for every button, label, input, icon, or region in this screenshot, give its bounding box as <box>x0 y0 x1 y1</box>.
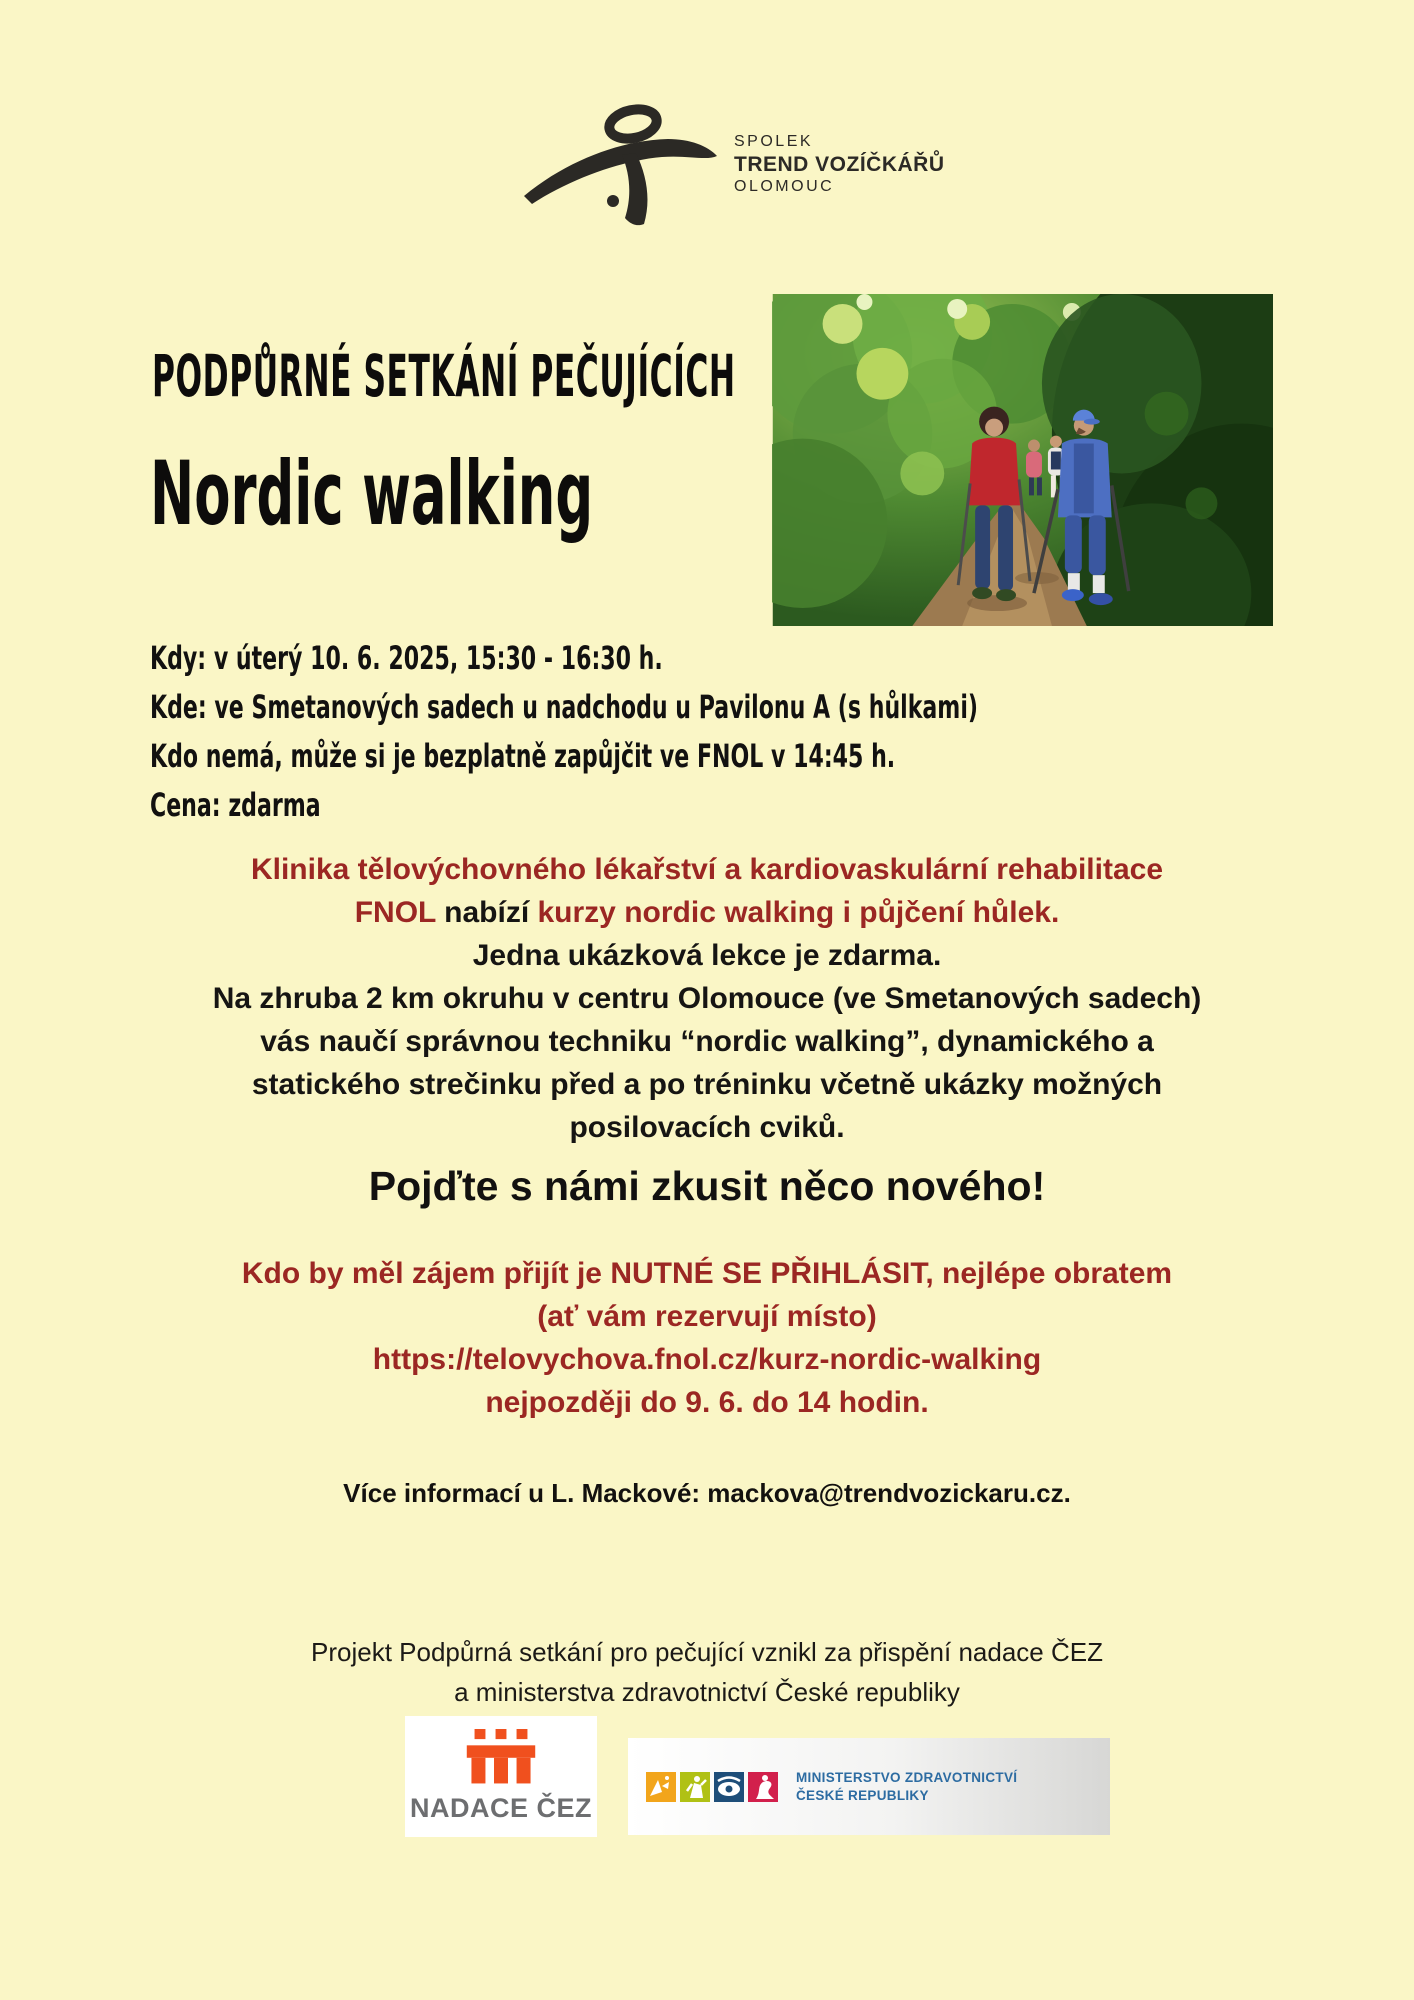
logo-olomouc: OLOMOUC <box>734 177 835 195</box>
intro-nabizi: nabízí <box>435 896 538 929</box>
signup-line-2: (ať vám rezervují místo) <box>537 1300 877 1333</box>
ministry-tiles-icon <box>646 1772 778 1802</box>
detail-cena: Cena: zdarma <box>150 786 321 824</box>
nordic-walking-photo <box>772 294 1273 626</box>
credits-line-1: Projekt Podpůrná setkání pro pečující vznikl za přispění nadace ČEZ <box>311 1637 1103 1667</box>
intro-paragraph <box>0 848 1414 1149</box>
signup-deadline: nejpozději do 9. 6. do 14 hodin. <box>485 1386 929 1419</box>
logo-wordmark <box>734 134 945 195</box>
contact-email-link[interactable]: mackova@trendvozickaru.cz <box>707 1478 1064 1508</box>
intro-fnol: FNOL <box>354 896 436 929</box>
detail-kdo: Kdo nemá, může si je bezplatně zapůjčit ve FNOL v 14:45 h. <box>150 737 896 775</box>
ministry-line-2: ČESKÉ REPUBLIKY <box>796 1787 929 1803</box>
logo-spolek: SPOLEK <box>734 132 814 150</box>
project-credits <box>0 1632 1414 1712</box>
kicker-title: PODPŮRNÉ SETKÁNÍ PEČUJÍCÍCH <box>152 342 736 410</box>
cez-bridge-icon <box>462 1729 540 1785</box>
ministry-wordmark <box>796 1769 1017 1805</box>
cta-headline: Pojďte s námi zkusit něco nového! <box>368 1163 1046 1209</box>
signup-block <box>0 1252 1414 1424</box>
credits-line-2: a ministerstva zdravotnictví České republiky <box>454 1677 960 1707</box>
intro-line-1: Klinika tělovýchovného lékařství a kardiovaskulární rehabilitace <box>250 853 1164 886</box>
intro-kurzy: kurzy nordic walking i půjčení hůlek. <box>537 896 1060 929</box>
intro-line-7: posilovacích cviků. <box>569 1111 845 1144</box>
trend-vozickaru-logo <box>520 98 945 230</box>
signup-line-1: Kdo by měl zájem přijít je NUTNÉ SE PŘIHLÁSIT, nejlépe obratem <box>241 1257 1173 1290</box>
ministry-line-1: MINISTERSTVO ZDRAVOTNICTVÍ <box>796 1769 1018 1785</box>
signup-url-link[interactable]: https://telovychova.fnol.cz/kurz-nordic-walking <box>372 1343 1042 1376</box>
intro-line-3: Jedna ukázková lekce je zdarma. <box>472 939 942 972</box>
ministry-of-health-logo <box>628 1738 1110 1835</box>
intro-line-6: statického strečinku před a po tréninku včetně ukázky možných <box>251 1068 1163 1101</box>
intro-line-5: vás naučí správnou techniku “nordic walking”, dynamického a <box>260 1025 1154 1058</box>
contact-line <box>0 1478 1414 1509</box>
contact-suffix: . <box>1063 1478 1071 1508</box>
intro-line-4: Na zhruba 2 km okruhu v centru Olomouce (ve Smetanových sadech) <box>212 982 1202 1015</box>
cez-label: NADACE ČEZ <box>409 1793 592 1823</box>
forest-walk-illustration <box>772 294 1273 626</box>
wheelchair-brush-icon <box>520 98 720 230</box>
intro-line-2 <box>0 891 1414 934</box>
contact-prefix: Více informací u L. Mackové: <box>343 1478 708 1508</box>
logo-trend-vozickaru: TREND VOZÍČKÁŘŮ <box>734 152 945 176</box>
detail-kdy: Kdy: v úterý 10. 6. 2025, 15:30 - 16:30 h. <box>150 639 663 677</box>
page-title: Nordic walking <box>150 442 594 545</box>
event-details <box>150 634 1350 830</box>
detail-kde: Kde: ve Smetanových sadech u nadchodu u Pavilonu A (s hůlkami) <box>150 688 978 726</box>
nadace-cez-logo <box>405 1716 597 1837</box>
